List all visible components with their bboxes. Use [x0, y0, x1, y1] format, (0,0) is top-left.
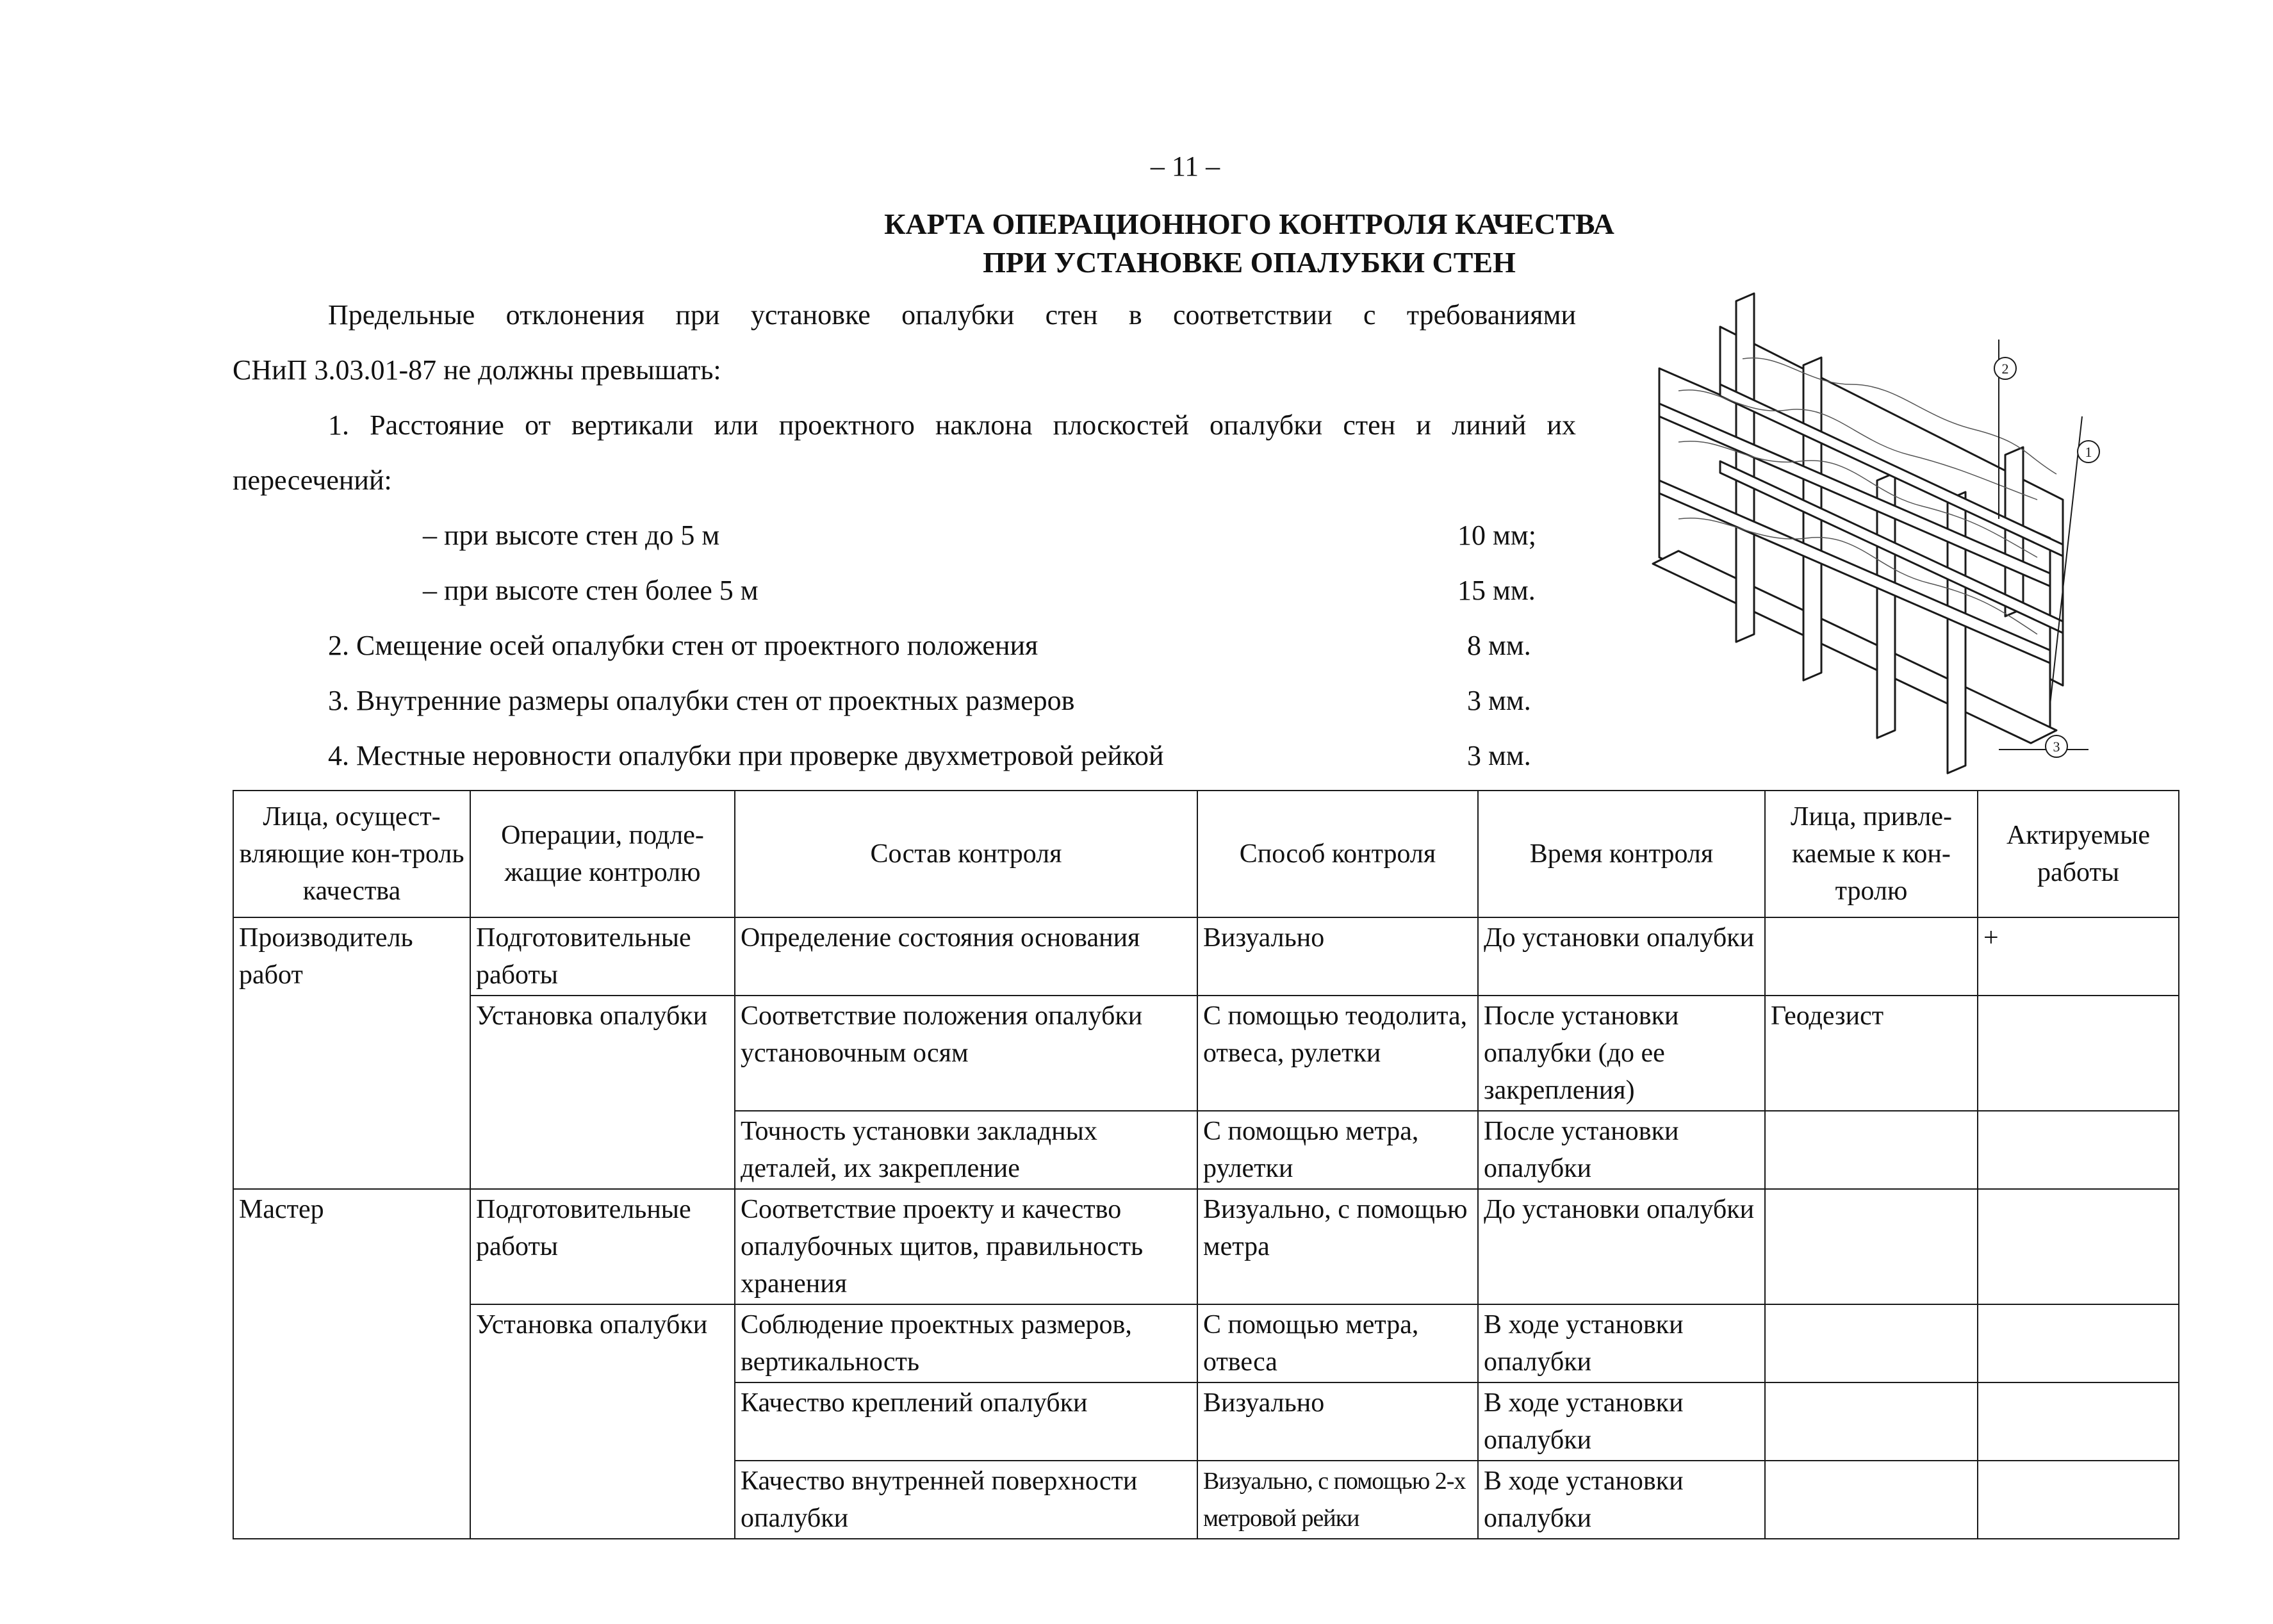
- cell-composition: Соответствие проекту и качество опалубочных щитов, правильность хранения: [735, 1189, 1197, 1304]
- cell-composition: Точность установки закладных деталей, их закрепление: [735, 1111, 1197, 1189]
- cell-time: До установки опалубки: [1478, 917, 1765, 996]
- cell-method: С помощью теодолита, отвеса, рулетки: [1197, 996, 1478, 1111]
- cell-person: Мастер: [233, 1189, 470, 1539]
- cell-acts: [1978, 1382, 2179, 1461]
- document-title: [577, 205, 1922, 282]
- tolerance-item-1b-label: – при высоте стен более 5 м: [423, 575, 759, 606]
- cell-involved: Геодезист: [1765, 996, 1978, 1111]
- cell-method: Визуально: [1197, 917, 1478, 996]
- table-header-row: [233, 791, 2179, 917]
- tolerance-item-4-label: 4. Местные неровности опалубки при проверке двухметровой рейкой: [328, 740, 1164, 771]
- cell-time: В ходе установки опалубки: [1478, 1382, 1765, 1461]
- header-persons: Лица, осущест-вляющие кон-троль качества: [233, 791, 470, 917]
- cell-acts: [1978, 1461, 2179, 1539]
- cell-time: После установки опалубки: [1478, 1111, 1765, 1189]
- cell-method: Визуально: [1197, 1382, 1478, 1461]
- tolerance-item-4-value: 3 мм.: [1467, 740, 1531, 771]
- callout-3-label: 3: [2053, 739, 2060, 755]
- cell-composition: Качество креплений опалубки: [735, 1382, 1197, 1461]
- header-involved: Лица, привле-каемые к кон-тролю: [1765, 791, 1978, 917]
- table-row: [233, 1189, 2179, 1304]
- cell-acts: [1978, 996, 2179, 1111]
- table-row: [233, 996, 2179, 1111]
- header-method: Способ контроля: [1197, 791, 1478, 917]
- tolerance-item-3-label: 3. Внутренние размеры опалубки стен от проектных размеров: [328, 685, 1075, 716]
- tolerance-item-2-label: 2. Смещение осей опалубки стен от проектного положения: [328, 630, 1038, 661]
- tolerance-item-1-line-1: 1. Расстояние от вертикали или проектного наклона плоскостей опалубки стен и линий их: [328, 409, 1576, 441]
- cell-time: До установки опалубки: [1478, 1189, 1765, 1304]
- tolerance-item-1a-label: – при высоте стен до 5 м: [423, 520, 720, 551]
- callout-2-label: 2: [2001, 361, 2009, 377]
- cell-composition: Качество внутренней поверхности опалубки: [735, 1461, 1197, 1539]
- cell-acts: [1978, 1189, 2179, 1304]
- intro-paragraph-line-1: Предельные отклонения при установке опалубки стен в соответствии с требованиями: [328, 299, 1576, 331]
- cell-operation: Подготовительные работы: [470, 1189, 735, 1304]
- tolerance-item-3-value: 3 мм.: [1467, 685, 1531, 716]
- cell-method: Визуально, с помощью 2-х метровой рейки: [1197, 1461, 1478, 1539]
- cell-method: С помощью метра, рулетки: [1197, 1111, 1478, 1189]
- cell-acts: [1978, 1111, 2179, 1189]
- header-composition: Состав контроля: [735, 791, 1197, 917]
- wall-formwork-drawing: [1640, 288, 2127, 794]
- tolerance-item-2-value: 8 мм.: [1467, 630, 1531, 661]
- cell-involved: [1765, 1111, 1978, 1189]
- intro-paragraph-line-2: СНиП 3.03.01-87 не должны превышать:: [233, 354, 721, 386]
- cell-involved: [1765, 1382, 1978, 1461]
- tolerance-item-1-line-2: пересечений:: [233, 464, 392, 496]
- callout-1-label: 1: [2085, 444, 2092, 460]
- quality-control-table: [233, 790, 2179, 1539]
- cell-involved: [1765, 1189, 1978, 1304]
- tolerance-item-1b-value: 15 мм.: [1457, 575, 1536, 606]
- page-number: – 11 –: [1150, 151, 1220, 182]
- vertical-batten-1: [1736, 293, 1754, 642]
- header-operations: Операции, подле-жащие контролю: [470, 791, 735, 917]
- cell-acts: [1978, 1304, 2179, 1382]
- cell-involved: [1765, 1304, 1978, 1382]
- cell-composition: Соответствие положения опалубки установочным осям: [735, 996, 1197, 1111]
- cell-operation: Установка опалубки: [470, 996, 735, 1189]
- cell-involved: [1765, 1461, 1978, 1539]
- cell-time: В ходе установки опалубки: [1478, 1461, 1765, 1539]
- tolerance-item-1a-value: 10 мм;: [1457, 520, 1536, 551]
- cell-method: Визуально, с помощью метра: [1197, 1189, 1478, 1304]
- cell-acts: +: [1978, 917, 2179, 996]
- title-line-1: КАРТА ОПЕРАЦИОННОГО КОНТРОЛЯ КАЧЕСТВА: [884, 208, 1614, 240]
- cell-composition: Соблюдение проектных размеров, вертикальность: [735, 1304, 1197, 1382]
- table-row: [233, 1304, 2179, 1382]
- cell-operation: Установка опалубки: [470, 1304, 735, 1539]
- cell-time: В ходе установки опалубки: [1478, 1304, 1765, 1382]
- header-time: Время контроля: [1478, 791, 1765, 917]
- cell-composition: Определение состояния основания: [735, 917, 1197, 996]
- cell-person: Производитель работ: [233, 917, 470, 1189]
- title-line-2: ПРИ УСТАНОВКЕ ОПАЛУБКИ СТЕН: [983, 246, 1516, 279]
- table-row: [233, 917, 2179, 996]
- header-acts: Актируемые работы: [1978, 791, 2179, 917]
- cell-time: После установки опалубки (до ее закрепления): [1478, 996, 1765, 1111]
- cell-method: С помощью метра, отвеса: [1197, 1304, 1478, 1382]
- cell-involved: [1765, 917, 1978, 996]
- cell-operation: Подготовительные работы: [470, 917, 735, 996]
